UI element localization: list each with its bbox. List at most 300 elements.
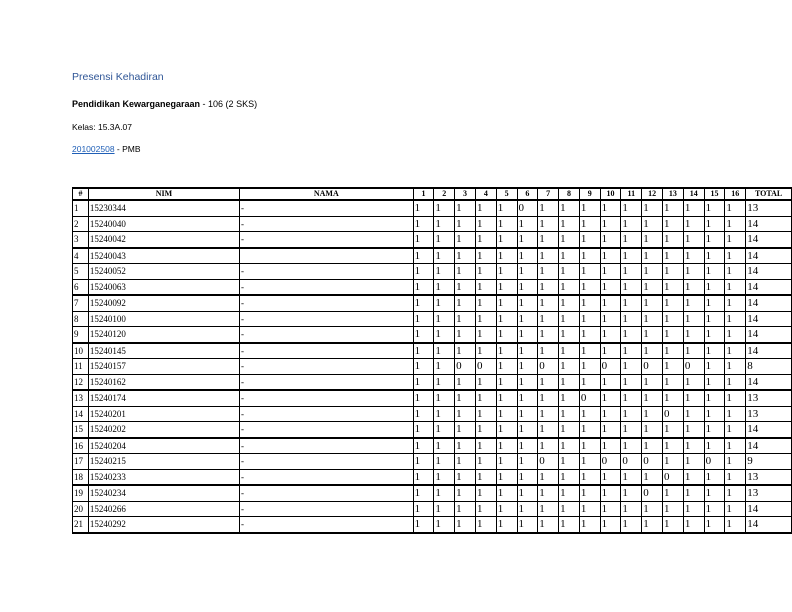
total-cell: 14 [746,232,792,248]
attendance-cell: 1 [475,517,496,533]
attendance-cell: 1 [517,359,538,375]
row-number: 5 [73,264,89,280]
row-number: 8 [73,311,89,327]
nim-cell: 15240043 [88,248,239,264]
attendance-cell: 1 [538,295,559,311]
attendance-cell: 1 [600,501,621,517]
attendance-cell: 1 [496,264,517,280]
attendance-cell: 1 [496,295,517,311]
attendance-cell: 1 [600,374,621,390]
nim-cell: 15240234 [88,485,239,501]
total-cell: 14 [746,311,792,327]
attendance-cell: 1 [683,406,704,422]
attendance-cell: 1 [683,438,704,454]
attendance-cell: 1 [683,501,704,517]
attendance-cell: 1 [704,264,725,280]
attendance-cell: 1 [663,485,684,501]
attendance-cell: 1 [621,517,642,533]
attendance-cell: 1 [496,517,517,533]
attendance-cell: 1 [600,517,621,533]
attendance-cell: 1 [413,438,434,454]
nama-cell: - [240,264,414,280]
attendance-cell: 0 [663,406,684,422]
attendance-cell: 0 [538,359,559,375]
attendance-cell: 0 [517,200,538,216]
attendance-cell: 1 [642,200,663,216]
attendance-cell: 1 [642,390,663,406]
attendance-cell: 0 [642,454,663,470]
table-body [73,200,792,533]
attendance-cell: 1 [600,279,621,295]
attendance-cell: 1 [455,343,476,359]
attendance-cell: 1 [704,216,725,232]
attendance-cell: 1 [621,469,642,485]
attendance-cell: 0 [600,454,621,470]
attendance-cell: 1 [475,248,496,264]
total-cell: 13 [746,406,792,422]
attendance-cell: 1 [579,485,600,501]
attendance-cell: 1 [455,438,476,454]
attendance-cell: 1 [642,311,663,327]
attendance-cell: 1 [434,517,455,533]
attendance-cell: 1 [663,279,684,295]
attendance-cell: 1 [413,454,434,470]
attendance-cell: 1 [621,501,642,517]
attendance-cell: 1 [538,200,559,216]
table-row [73,232,792,248]
attendance-cell: 1 [434,454,455,470]
attendance-cell: 1 [475,311,496,327]
attendance-cell: 1 [579,374,600,390]
row-number: 17 [73,454,89,470]
attendance-cell: 1 [725,359,746,375]
attendance-cell: 1 [517,374,538,390]
attendance-cell: 1 [496,248,517,264]
attendance-cell: 1 [683,216,704,232]
attendance-cell: 1 [559,438,580,454]
table-row [73,517,792,533]
attendance-cell: 1 [434,438,455,454]
attendance-cell: 1 [475,327,496,343]
attendance-cell: 1 [559,485,580,501]
attendance-cell: 1 [579,438,600,454]
attendance-cell: 1 [434,406,455,422]
attendance-cell: 1 [642,248,663,264]
attendance-cell: 1 [413,200,434,216]
attendance-cell: 1 [683,327,704,343]
nim-cell: 15240145 [88,343,239,359]
course-name: Pendidikan Kewarganegaraan [72,99,201,109]
attendance-cell: 1 [725,327,746,343]
attendance-cell: 1 [600,485,621,501]
attendance-cell: 1 [663,264,684,280]
attendance-cell: 1 [475,422,496,438]
attendance-cell: 1 [621,311,642,327]
attendance-cell: 1 [538,406,559,422]
attendance-table [72,187,792,534]
attendance-cell: 1 [475,390,496,406]
attendance-cell: 1 [475,501,496,517]
attendance-cell: 1 [538,327,559,343]
attendance-cell: 1 [413,501,434,517]
attendance-cell: 1 [559,374,580,390]
attendance-cell: 1 [704,359,725,375]
attendance-cell: 1 [621,327,642,343]
attendance-cell: 1 [579,422,600,438]
table-row [73,422,792,438]
class-label: Kelas: 15.3A.07 [72,122,133,132]
attendance-cell: 1 [559,327,580,343]
attendance-cell: 1 [517,343,538,359]
total-cell: 9 [746,454,792,470]
attendance-cell: 1 [725,422,746,438]
attendance-cell: 1 [434,327,455,343]
attendance-cell: 1 [475,454,496,470]
attendance-cell: 1 [517,469,538,485]
nim-cell: 15230344 [88,200,239,216]
attendance-cell: 1 [413,295,434,311]
attendance-cell: 1 [663,390,684,406]
attendance-cell: 1 [413,374,434,390]
attendance-cell: 1 [496,279,517,295]
attendance-cell: 1 [455,501,476,517]
attendance-cell: 1 [642,374,663,390]
page-title: Presensi Kehadiran [72,71,164,83]
attendance-cell: 1 [600,343,621,359]
attendance-cell: 1 [725,232,746,248]
attendance-cell: 1 [538,232,559,248]
attendance-cell: 1 [642,517,663,533]
attendance-cell: 1 [517,517,538,533]
column-header: 8 [559,188,580,200]
attendance-cell: 1 [621,390,642,406]
attendance-cell: 1 [496,422,517,438]
attendance-cell: 1 [496,200,517,216]
attendance-cell: 1 [725,517,746,533]
nama-cell: - [240,216,414,232]
attendance-cell: 1 [413,485,434,501]
attendance-cell: 1 [559,311,580,327]
column-header: 11 [621,188,642,200]
attendance-cell: 1 [517,311,538,327]
attendance-cell: 1 [663,454,684,470]
attendance-cell: 1 [725,501,746,517]
attendance-cell: 0 [642,359,663,375]
nim-cell: 15240063 [88,279,239,295]
attendance-cell: 1 [621,279,642,295]
attendance-cell: 1 [455,485,476,501]
nama-cell: - [240,374,414,390]
attendance-cell: 1 [725,200,746,216]
column-header: 16 [725,188,746,200]
attendance-cell: 1 [496,216,517,232]
lecturer-id-link[interactable]: 201002508 [72,144,115,154]
attendance-cell: 1 [496,469,517,485]
attendance-cell: 1 [455,374,476,390]
attendance-cell: 1 [621,485,642,501]
attendance-cell: 1 [434,295,455,311]
attendance-cell: 1 [621,295,642,311]
attendance-cell: 1 [517,295,538,311]
row-number: 1 [73,200,89,216]
attendance-cell: 1 [683,279,704,295]
attendance-cell: 1 [621,232,642,248]
attendance-cell: 1 [683,232,704,248]
attendance-cell: 1 [517,327,538,343]
table-row [73,390,792,406]
attendance-cell: 1 [663,311,684,327]
course-line [72,99,257,109]
attendance-cell: 1 [559,279,580,295]
nama-cell: - [240,327,414,343]
table-row [73,264,792,280]
lecturer-suffix: - PMB [114,144,141,154]
table-row [73,438,792,454]
attendance-cell: 0 [600,359,621,375]
attendance-cell: 1 [725,264,746,280]
attendance-cell: 1 [704,248,725,264]
total-cell: 13 [746,485,792,501]
attendance-cell: 1 [413,264,434,280]
attendance-cell: 1 [663,438,684,454]
attendance-cell: 1 [538,374,559,390]
attendance-cell: 1 [455,311,476,327]
attendance-cell: 1 [704,406,725,422]
nim-cell: 15240100 [88,311,239,327]
total-cell: 14 [746,517,792,533]
attendance-cell: 1 [642,422,663,438]
attendance-cell: 1 [559,248,580,264]
attendance-cell: 1 [663,232,684,248]
attendance-cell: 1 [642,406,663,422]
table-row [73,469,792,485]
attendance-cell: 1 [704,327,725,343]
attendance-cell: 1 [683,485,704,501]
attendance-cell: 1 [663,501,684,517]
attendance-cell: 1 [455,248,476,264]
nama-cell: - [240,454,414,470]
attendance-cell: 1 [663,422,684,438]
attendance-cell: 1 [413,279,434,295]
attendance-cell: 1 [725,279,746,295]
attendance-cell: 1 [496,485,517,501]
attendance-cell: 1 [496,232,517,248]
attendance-cell: 1 [559,406,580,422]
nama-cell: - [240,485,414,501]
column-header: # [73,188,89,200]
total-cell: 14 [746,374,792,390]
attendance-cell: 1 [725,390,746,406]
row-number: 15 [73,422,89,438]
row-number: 20 [73,501,89,517]
attendance-cell: 1 [579,343,600,359]
attendance-cell: 1 [455,200,476,216]
attendance-cell: 1 [413,422,434,438]
attendance-cell: 1 [559,422,580,438]
attendance-cell: 1 [725,406,746,422]
nim-cell: 15240292 [88,517,239,533]
table-row [73,406,792,422]
attendance-cell: 1 [538,343,559,359]
nama-cell: - [240,438,414,454]
attendance-cell: 1 [475,374,496,390]
attendance-cell: 1 [496,374,517,390]
attendance-cell: 1 [642,279,663,295]
row-number: 16 [73,438,89,454]
nim-cell: 15240092 [88,295,239,311]
attendance-cell: 1 [475,406,496,422]
attendance-cell: 1 [642,264,663,280]
attendance-cell: 1 [704,311,725,327]
attendance-cell: 0 [621,454,642,470]
attendance-cell: 0 [475,359,496,375]
row-number: 12 [73,374,89,390]
table-row [73,279,792,295]
attendance-cell: 1 [579,501,600,517]
total-cell: 14 [746,501,792,517]
attendance-cell: 1 [600,422,621,438]
attendance-cell: 1 [704,374,725,390]
attendance-cell: 1 [434,469,455,485]
attendance-cell: 1 [663,359,684,375]
nama-cell: - [240,343,414,359]
attendance-cell: 1 [579,469,600,485]
attendance-cell: 1 [517,390,538,406]
nama-cell: - [240,422,414,438]
attendance-cell: 1 [475,343,496,359]
attendance-cell: 1 [600,232,621,248]
column-header: 10 [600,188,621,200]
attendance-cell: 1 [496,438,517,454]
attendance-cell: 1 [413,517,434,533]
attendance-cell: 1 [559,295,580,311]
attendance-cell: 1 [621,438,642,454]
row-number: 9 [73,327,89,343]
attendance-cell: 1 [579,264,600,280]
total-cell: 14 [746,279,792,295]
attendance-cell: 1 [413,248,434,264]
column-header: 1 [413,188,434,200]
attendance-cell: 1 [496,406,517,422]
row-number: 11 [73,359,89,375]
attendance-cell: 1 [475,279,496,295]
total-cell: 14 [746,295,792,311]
attendance-cell: 1 [517,485,538,501]
attendance-cell: 1 [621,248,642,264]
attendance-cell: 1 [538,248,559,264]
nim-cell: 15240204 [88,438,239,454]
nama-cell: - [240,406,414,422]
nama-cell: - [240,200,414,216]
table-row [73,359,792,375]
attendance-cell: 1 [579,200,600,216]
attendance-cell: 1 [642,216,663,232]
attendance-cell: 1 [559,454,580,470]
attendance-cell: 1 [704,517,725,533]
total-cell: 14 [746,438,792,454]
attendance-cell: 1 [600,406,621,422]
attendance-cell: 1 [538,517,559,533]
attendance-cell: 1 [725,374,746,390]
attendance-cell: 1 [704,295,725,311]
column-header: 14 [683,188,704,200]
column-header: NIM [88,188,239,200]
attendance-cell: 1 [663,343,684,359]
attendance-cell: 1 [621,264,642,280]
attendance-cell: 1 [434,200,455,216]
nim-cell: 15240157 [88,359,239,375]
nama-cell [240,248,414,264]
attendance-cell: 1 [434,264,455,280]
attendance-cell: 1 [434,485,455,501]
attendance-cell: 1 [538,501,559,517]
column-header: 9 [579,188,600,200]
attendance-cell: 1 [579,327,600,343]
attendance-cell: 1 [517,438,538,454]
nim-cell: 15240266 [88,501,239,517]
attendance-cell: 1 [538,264,559,280]
attendance-cell: 1 [621,216,642,232]
attendance-cell: 1 [600,248,621,264]
attendance-cell: 1 [455,327,476,343]
total-cell: 13 [746,200,792,216]
attendance-cell: 1 [455,469,476,485]
column-header: TOTAL [746,188,792,200]
attendance-cell: 1 [704,343,725,359]
table-row [73,454,792,470]
attendance-cell: 1 [621,406,642,422]
attendance-cell: 1 [683,422,704,438]
attendance-cell: 1 [559,469,580,485]
attendance-cell: 1 [559,232,580,248]
total-cell: 14 [746,327,792,343]
attendance-cell: 1 [475,216,496,232]
attendance-cell: 1 [579,248,600,264]
attendance-cell: 1 [413,359,434,375]
attendance-cell: 1 [455,295,476,311]
attendance-cell: 1 [683,343,704,359]
lecturer-line [72,144,141,154]
attendance-cell: 1 [538,390,559,406]
attendance-cell: 1 [455,390,476,406]
attendance-cell: 1 [517,406,538,422]
table-row [73,343,792,359]
nama-cell: - [240,390,414,406]
attendance-cell: 1 [600,390,621,406]
attendance-cell: 1 [663,200,684,216]
nim-cell: 15240040 [88,216,239,232]
nama-cell: - [240,501,414,517]
attendance-cell: 1 [559,200,580,216]
attendance-cell: 1 [517,501,538,517]
column-header: 6 [517,188,538,200]
row-number: 21 [73,517,89,533]
total-cell: 13 [746,390,792,406]
attendance-cell: 1 [642,295,663,311]
attendance-cell: 0 [663,469,684,485]
nama-cell: - [240,469,414,485]
attendance-cell: 1 [642,327,663,343]
attendance-cell: 1 [496,454,517,470]
table-row [73,374,792,390]
attendance-cell: 1 [559,390,580,406]
attendance-cell: 1 [579,311,600,327]
attendance-cell: 1 [579,216,600,232]
column-header: 3 [455,188,476,200]
column-header: 13 [663,188,684,200]
attendance-cell: 1 [517,422,538,438]
attendance-cell: 1 [704,232,725,248]
